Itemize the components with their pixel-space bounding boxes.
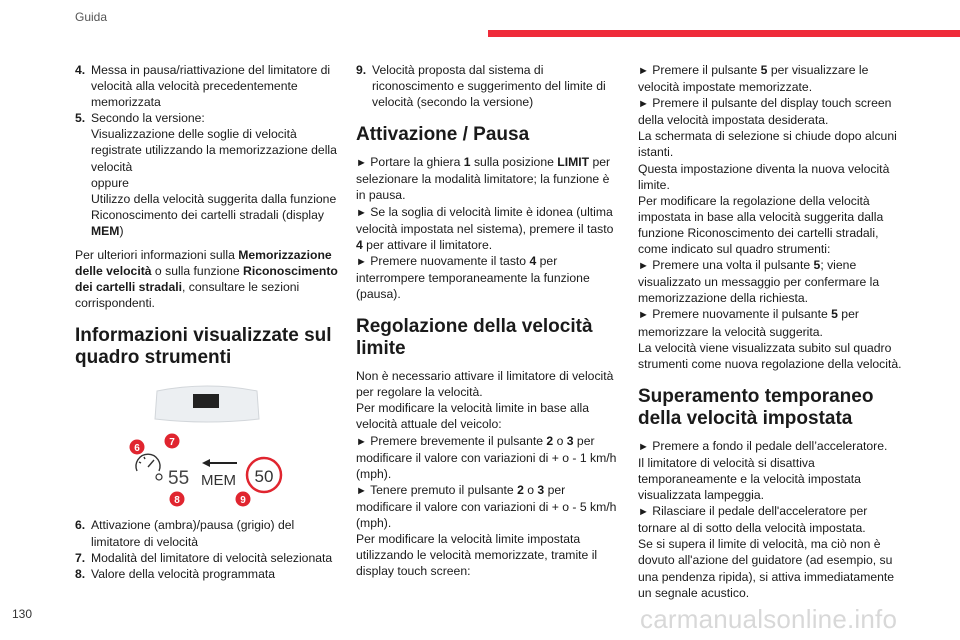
svg-text:7: 7 xyxy=(169,437,175,449)
header-accent-bar xyxy=(488,30,960,37)
list-item: 6. Attivazione (ambra)/pausa (grigio) del limitatore di velocità xyxy=(75,518,295,549)
section-title: Guida xyxy=(75,10,108,24)
svg-text:9: 9 xyxy=(240,495,246,507)
watermark: carmanualsonline.info xyxy=(640,604,898,634)
heading-activation: Attivazione / Pausa xyxy=(356,124,530,146)
item-line: oppure xyxy=(91,175,129,190)
paragraph: La velocità viene visualizzata subito sul quadro strumenti come nuova regolazione della velocità. xyxy=(638,340,902,371)
callout-7 xyxy=(165,434,180,449)
heading-regulation: Regolazione della velocità limite xyxy=(356,316,593,360)
paragraph: Il limitatore di velocità si disattiva temporaneamente e la velocità impostata visualizzata lampeggia. xyxy=(638,455,861,503)
page-number: 130 xyxy=(12,607,33,621)
item-text: Messa in pausa/riattivazione del limitatore di velocità alla velocità precedentemente memorizzata xyxy=(91,63,331,110)
paragraph: Per modificare la velocità limite in base alla velocità attuale del veicolo: xyxy=(356,401,590,432)
step-arrow-icon: ► xyxy=(356,484,367,497)
paragraph: Non è necessario attivare il limitatore di velocità per regolare la velocità. xyxy=(356,369,614,400)
step-arrow-icon: ► xyxy=(638,440,649,453)
callout-6 xyxy=(130,440,145,455)
step-arrow-icon: ► xyxy=(356,206,367,219)
paragraph: Per modificare la velocità limite impostata utilizzando le velocità memorizzate, tramite il display touch screen: xyxy=(356,532,598,579)
speedometer-icon xyxy=(136,455,162,481)
list-item xyxy=(75,62,339,110)
list-item: 9. Velocità proposta dal sistema di riconoscimento e suggerimento del limite di velocità (secondo la versione) xyxy=(356,63,606,110)
step-paragraph: ► Premere una volta il pulsante 5; viene visualizzato un messaggio per confermare la memorizzazione della richiesta. xyxy=(638,258,880,306)
step-arrow-icon: ► xyxy=(638,65,649,77)
step-paragraph: ► Premere nuovamente il tasto 4 per interrompere temporaneamente la funzione (pausa). xyxy=(356,253,590,302)
step-paragraph: ► Premere il pulsante 5 per visualizzare le velocità impostate memorizzate. xyxy=(638,63,869,95)
arrow-left-icon xyxy=(202,459,210,467)
step-arrow-icon: ► xyxy=(356,435,367,448)
paragraph: Per modificare la regolazione della velocità impostata in base alla velocità suggerita dalla funzione Riconoscimento dei cartelli stradali, come indicato sul quadro strumenti: xyxy=(638,193,884,257)
step-paragraph: ► Rilasciare il pedale dell'acceleratore per tornare al di sotto della velocità impostata. xyxy=(638,504,868,536)
list-item xyxy=(75,110,339,239)
item-line: Visualizzazione delle soglie di velocità registrate utilizzando la memorizzazione della velocità xyxy=(91,127,337,174)
list-item: 7. Modalità del limitatore di velocità selezionata xyxy=(75,550,333,565)
item-number: 4. xyxy=(75,63,86,77)
step-arrow-icon: ► xyxy=(638,506,649,519)
limit-value-text: 50 xyxy=(254,467,274,487)
instrument-illustration xyxy=(75,379,339,509)
step-arrow-icon: ► xyxy=(638,260,649,273)
column-right xyxy=(638,62,902,601)
item-bold: MEM xyxy=(91,223,120,238)
column-left xyxy=(75,62,339,582)
step-paragraph: ► Premere brevemente il pulsante 2 o 3 per modificare il valore con variazioni di + o - 1 km/h (mph). xyxy=(356,433,617,481)
column-middle xyxy=(356,62,620,579)
paragraph-more-info: Per ulteriori informazioni sulla Memorizzazione delle velocità o sulla funzione Riconoscimento dei cartelli stradali, consultare le sezioni corrispondenti. xyxy=(75,248,338,311)
item-number: 5. xyxy=(75,111,86,126)
paragraph: Se si supera il limite di velocità, ma ciò non è dovuto all'azione del guidatore (ad esempio, su una pendenza ripida), si attiva immediatamente un segnale acustico. xyxy=(638,537,895,600)
paragraph: La schermata di selezione si chiude dopo alcuni istanti. xyxy=(638,129,897,160)
heading-temporary-exceed: Superamento temporaneo della velocità impostata xyxy=(638,385,874,429)
item-line: Secondo la versione: xyxy=(91,111,205,126)
heading-instrument-info: Informazioni visualizzate sul quadro strumenti xyxy=(75,325,332,369)
step-arrow-icon: ► xyxy=(356,157,367,170)
item-text xyxy=(91,110,339,239)
step-paragraph: ► Tenere premuto il pulsante 2 o 3 per modificare il valore con variazioni di + o - 5 km/h (mph). xyxy=(356,482,617,530)
current-speed-text: 55 xyxy=(168,468,190,490)
callout-8 xyxy=(170,492,185,507)
paragraph: Questa impostazione diventa la nuova velocità limite. xyxy=(638,161,890,192)
step-paragraph: ► Se la soglia di velocità limite è idonea (ultima velocità impostata nel sistema), premere il tasto 4 per attivare il limitatore. xyxy=(356,204,614,252)
step-arrow-icon: ► xyxy=(638,309,649,322)
mem-label: MEM xyxy=(201,472,236,490)
step-arrow-icon: ► xyxy=(356,255,367,268)
item-tail: ) xyxy=(119,223,124,238)
svg-text:8: 8 xyxy=(174,495,180,507)
svg-text:6: 6 xyxy=(134,443,140,455)
step-paragraph: ► Premere a fondo il pedale dell’acceleratore. xyxy=(638,438,888,453)
step-paragraph: ► Portare la ghiera 1 sulla posizione LIMIT per selezionare la modalità limitatore; la funzione è in pausa. xyxy=(356,155,611,203)
step-paragraph: ► Premere il pulsante del display touch screen della velocità impostata desiderata. xyxy=(638,96,892,128)
step-arrow-icon: ► xyxy=(638,98,649,111)
cluster-screen xyxy=(193,394,219,408)
step-paragraph: ► Premere nuovamente il pulsante 5 per memorizzare la velocità suggerita. xyxy=(638,307,859,339)
item-line: Utilizzo della velocità suggerita dalla funzione Riconoscimento dei cartelli stradali (display xyxy=(91,191,337,222)
instrument-figure xyxy=(75,379,339,509)
callout-9 xyxy=(236,492,251,507)
list-item: 8. Valore della velocità programmata xyxy=(75,566,276,581)
